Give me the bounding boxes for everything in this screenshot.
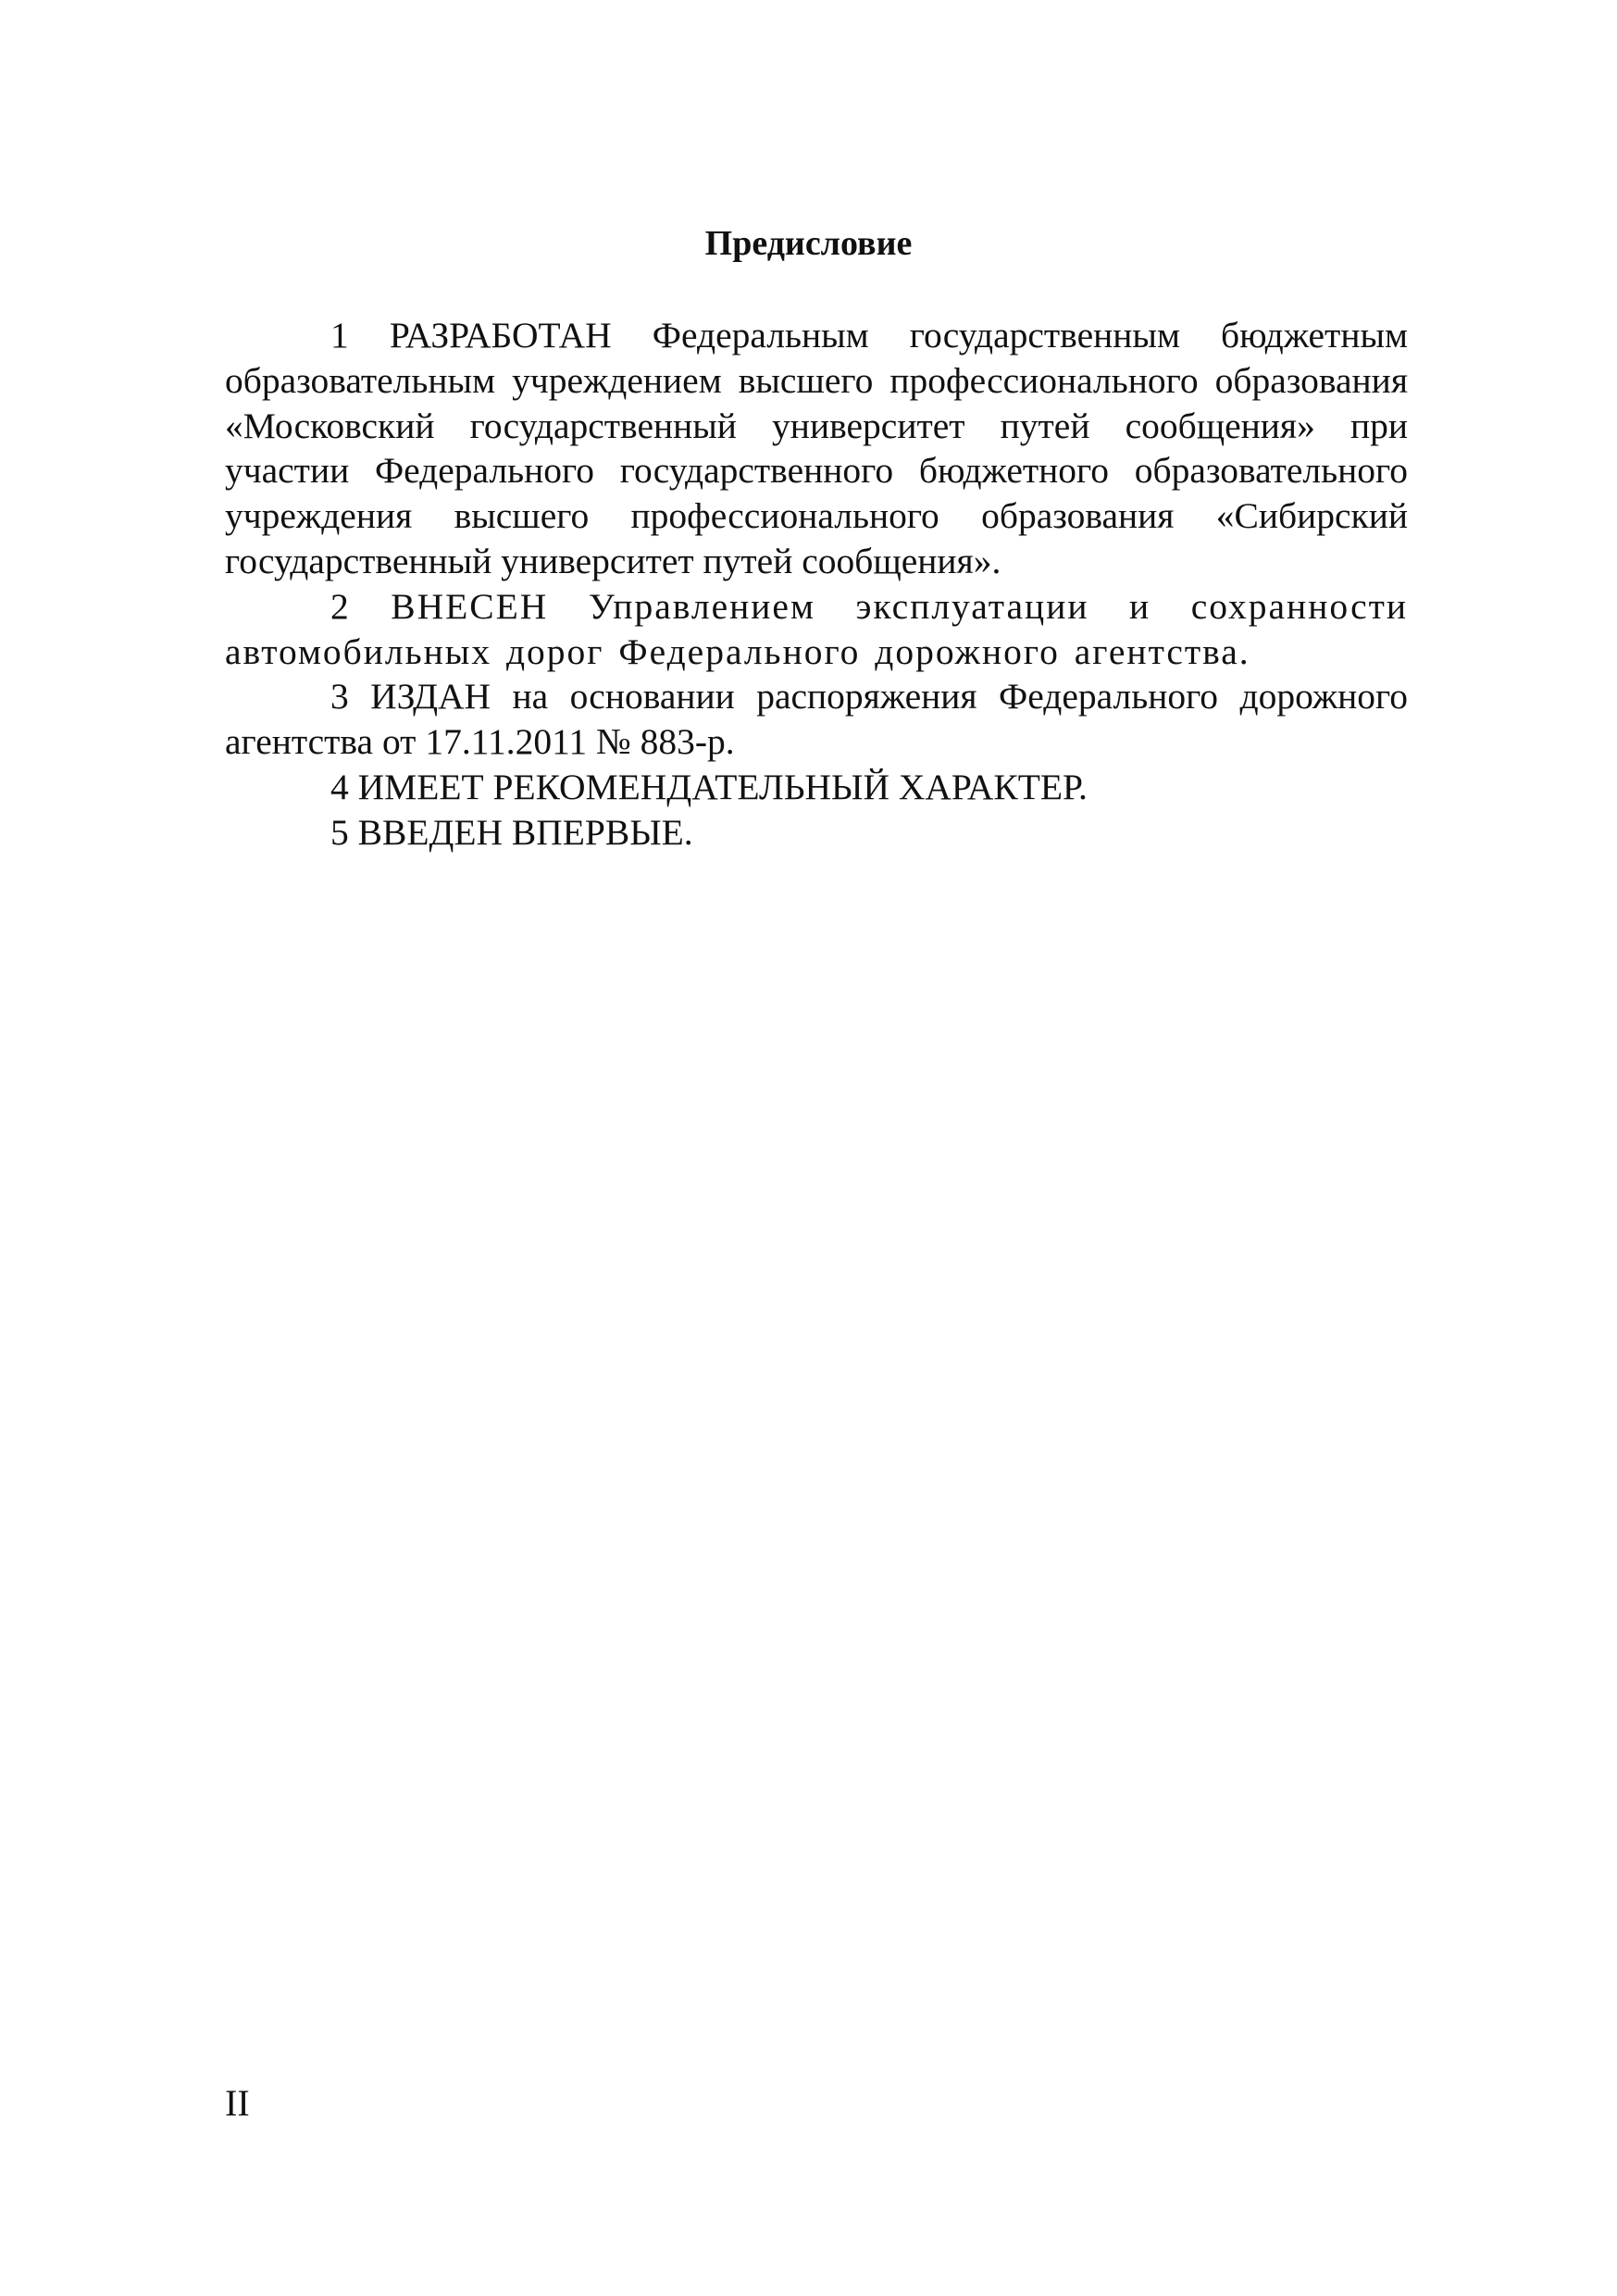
page-number: II (225, 2082, 250, 2124)
preface-body (225, 313, 1408, 855)
paragraph-issued: 3 ИЗДАН на основании распоряжения Федерального дорожного агентства от 17.11.2011 № 883-р. (225, 676, 1408, 763)
paragraph-recommendatory: 4 ИМЕЕТ РЕКОМЕНДАТЕЛЬНЫЙ ХАРАКТЕР. (330, 766, 1088, 807)
paragraph-submitted-by: 2 ВНЕСЕН Управлением эксплуатации и сохранности автомобильных дорог Федерального дорожного агентства. (225, 585, 1408, 672)
paragraph-developed-by: 1 РАЗРАБОТАН Федеральным государственным бюджетным образовательным учреждением высшего профессионального образования «Московский государственный университет путей сообщения» при участии Федерального государственного бюджетного образовательного учреждения высшего профессионального образования «Сибирский государственный университет путей сообщения». (225, 315, 1408, 581)
page-title: Предисловие (704, 224, 913, 263)
paragraph-first-introduced: 5 ВВЕДЕН ВПЕРВЫЕ. (330, 811, 693, 853)
